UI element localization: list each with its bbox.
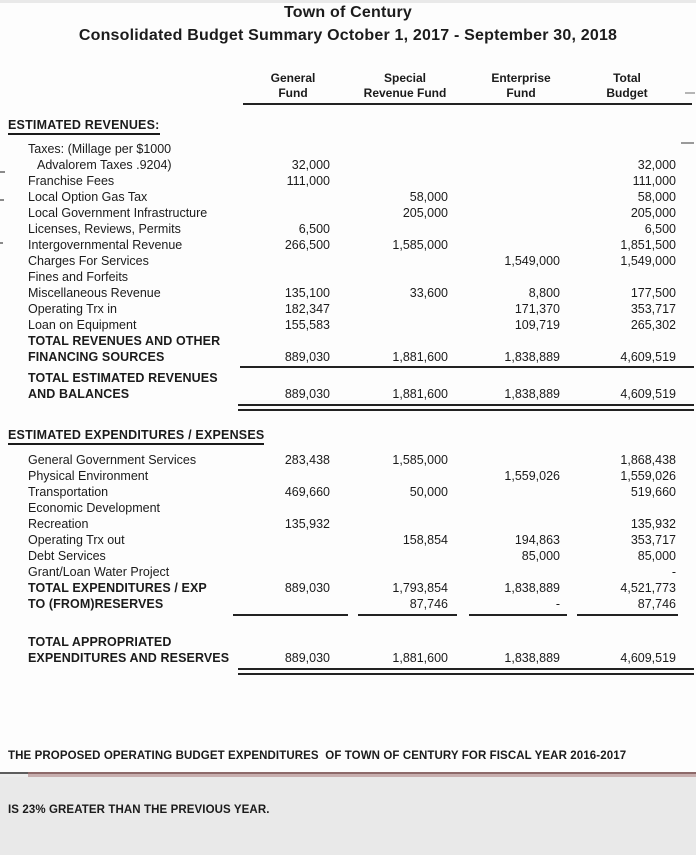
cell-general-fund: 6,500 <box>298 222 330 236</box>
cell-total-budget: 177,500 <box>630 286 676 300</box>
cell-general-fund: 32,000 <box>291 158 330 172</box>
table-row <box>0 253 696 269</box>
cell-general-fund <box>250 333 330 349</box>
cell-special-revenue-fund: 1,881,600 <box>392 350 448 364</box>
scanned-edge-fill <box>0 774 696 777</box>
cell-general-fund: 469,660 <box>284 485 330 499</box>
cell-special-revenue-fund: 33,600 <box>409 286 448 300</box>
column-header <box>253 71 333 101</box>
cell-total-budget: 1,851,500 <box>620 238 676 252</box>
cell-enterprise-fund <box>448 516 560 532</box>
revenues-heading <box>8 118 696 132</box>
cell-special-revenue-fund <box>330 269 448 285</box>
cell-total-budget: 265,302 <box>630 318 676 332</box>
cell-special-revenue-fund <box>330 221 448 237</box>
table-row <box>0 548 696 564</box>
page-title: Town of Century <box>283 4 413 21</box>
table-row <box>0 484 696 500</box>
cell-special-revenue-fund <box>330 516 448 532</box>
cell-total-budget: 4,609,519 <box>620 387 676 401</box>
underline-gap <box>567 614 577 616</box>
cell-general-fund: 135,932 <box>284 517 330 531</box>
cell-special-revenue-fund <box>330 468 448 484</box>
revenues-table <box>0 141 696 411</box>
cell-general-fund <box>250 141 330 157</box>
cell-total-budget: 1,559,026 <box>620 469 676 483</box>
scan-artifact <box>0 242 3 244</box>
row-label: TOTAL EXPENDITURES / EXP <box>28 581 207 595</box>
cell-special-revenue-fund: 1,881,600 <box>392 387 448 401</box>
row-label: FINANCING SOURCES <box>28 350 165 364</box>
cell-total-budget: 353,717 <box>630 302 676 316</box>
cell-enterprise-fund: 1,838,889 <box>504 350 560 364</box>
table-row <box>0 386 696 402</box>
row-label: Economic Development <box>28 501 161 515</box>
cell-general-fund <box>250 253 330 269</box>
cell-total-budget: 135,932 <box>630 517 676 531</box>
column-headers <box>0 71 696 101</box>
cell-enterprise-fund <box>448 189 560 205</box>
cell-special-revenue-fund: 1,793,854 <box>392 581 448 595</box>
cell-enterprise-fund <box>448 173 560 189</box>
row-label: TOTAL ESTIMATED REVENUES <box>28 371 218 385</box>
cell-special-revenue-fund: 50,000 <box>409 485 448 499</box>
row-label: Taxes: (Millage per $1000 <box>28 142 172 156</box>
table-row <box>0 468 696 484</box>
row-label: Recreation <box>28 517 89 531</box>
cell-total-budget <box>560 269 676 285</box>
cell-total-budget: 32,000 <box>637 158 676 172</box>
cell-total-budget <box>560 500 676 516</box>
cell-total-budget <box>560 141 676 157</box>
table-row <box>0 650 696 666</box>
table-row <box>0 452 696 468</box>
row-label: Local Government Infrastructure <box>28 206 208 220</box>
total-rule <box>240 366 694 368</box>
cell-total-budget: 85,000 <box>637 549 676 563</box>
cell-total-budget: 6,500 <box>644 222 676 236</box>
cell-general-fund <box>250 596 330 612</box>
table-row <box>0 333 696 349</box>
cell-enterprise-fund: 85,000 <box>521 549 560 563</box>
row-label: TO (FROM)RESERVES <box>28 597 164 611</box>
cell-total-budget: 87,746 <box>637 597 676 611</box>
cell-general-fund: 111,000 <box>286 174 330 188</box>
cell-enterprise-fund: 194,863 <box>514 533 560 547</box>
cell-special-revenue-fund <box>330 301 448 317</box>
cell-total-budget: 4,609,519 <box>620 350 676 364</box>
cell-general-fund: 889,030 <box>284 651 330 665</box>
cell-total-budget <box>560 333 676 349</box>
table-row <box>0 580 696 596</box>
table-row <box>0 370 696 386</box>
cell-enterprise-fund <box>448 370 560 386</box>
row-label: Advalorem Taxes .9204) <box>37 158 172 172</box>
cell-total-budget <box>560 370 676 386</box>
cell-enterprise-fund <box>448 484 560 500</box>
row-label: Operating Trx in <box>28 302 117 316</box>
cell-enterprise-fund: 1,559,026 <box>504 469 560 483</box>
cell-general-fund <box>250 564 330 580</box>
cell-special-revenue-fund <box>330 253 448 269</box>
cell-enterprise-fund <box>448 205 560 221</box>
column-header-line1: General <box>270 71 316 85</box>
table-row <box>0 221 696 237</box>
table-row <box>0 285 696 301</box>
row-label: TOTAL APPROPRIATED <box>28 635 172 649</box>
row-label: Intergovernmental Revenue <box>28 238 183 252</box>
cell-enterprise-fund: 1,838,889 <box>504 651 560 665</box>
scan-artifact <box>681 142 694 144</box>
scan-artifact <box>0 171 5 173</box>
cell-general-fund <box>250 189 330 205</box>
cell-total-budget: 1,868,438 <box>620 453 676 467</box>
table-row <box>0 317 696 333</box>
cell-general-fund <box>250 634 330 650</box>
cell-enterprise-fund <box>448 141 560 157</box>
row-label: Debt Services <box>28 549 106 563</box>
cell-enterprise-fund: 1,838,889 <box>504 387 560 401</box>
row-label: Grant/Loan Water Project <box>28 565 170 579</box>
cell-enterprise-fund <box>448 237 560 253</box>
cell-total-budget: 1,549,000 <box>620 254 676 268</box>
cell-special-revenue-fund: 1,585,000 <box>392 453 448 467</box>
table-row <box>0 596 696 612</box>
footnote-line-2: IS 23% GREATER THAN THE PREVIOUS YEAR. <box>8 804 270 816</box>
underline-segment <box>233 614 348 616</box>
row-label: Franchise Fees <box>28 174 115 188</box>
cell-enterprise-fund <box>448 452 560 468</box>
footnote <box>8 711 696 855</box>
cell-general-fund: 889,030 <box>284 387 330 401</box>
column-header-spacer <box>0 71 250 101</box>
page-subtitle: Consolidated Budget Summary October 1, 2017 - September 30, 2018 <box>78 27 618 44</box>
underline-gap <box>348 614 358 616</box>
cell-special-revenue-fund <box>330 634 448 650</box>
revenues-heading-text: ESTIMATED REVENUES: <box>8 118 160 135</box>
cell-total-budget: 111,000 <box>632 174 676 188</box>
row-label: General Government Services <box>28 453 197 467</box>
table-row <box>0 564 696 580</box>
cell-special-revenue-fund <box>330 173 448 189</box>
cell-special-revenue-fund <box>330 564 448 580</box>
cell-general-fund: 135,100 <box>284 286 330 300</box>
underline-segment <box>358 614 457 616</box>
row-label: Physical Environment <box>28 469 149 483</box>
row-label: Miscellaneous Revenue <box>28 286 161 300</box>
cell-total-budget <box>560 634 676 650</box>
column-header-line1: Enterprise <box>491 71 551 85</box>
cell-enterprise-fund <box>448 500 560 516</box>
underline-segment <box>577 614 678 616</box>
cell-general-fund <box>250 500 330 516</box>
table-row <box>0 189 696 205</box>
cell-enterprise-fund: 8,800 <box>528 286 560 300</box>
cell-special-revenue-fund <box>330 333 448 349</box>
cell-enterprise-fund: 171,370 <box>514 302 560 316</box>
row-label: EXPENDITURES AND RESERVES <box>28 651 230 665</box>
column-header-line1: Special <box>383 71 427 85</box>
cell-enterprise-fund <box>448 333 560 349</box>
underline-gap <box>457 614 469 616</box>
row-label: TOTAL REVENUES AND OTHER <box>28 334 221 348</box>
table-row <box>0 269 696 285</box>
table-row <box>0 173 696 189</box>
cell-general-fund <box>250 468 330 484</box>
column-header-line2: Budget <box>606 86 648 100</box>
total-double-rule <box>238 404 694 411</box>
cell-total-budget: 205,000 <box>630 206 676 220</box>
cell-special-revenue-fund <box>330 317 448 333</box>
cell-general-fund: 155,583 <box>284 318 330 332</box>
row-label: Charges For Services <box>28 254 149 268</box>
column-header <box>346 71 464 101</box>
cell-special-revenue-fund <box>330 548 448 564</box>
cell-general-fund <box>250 205 330 221</box>
underline-segment <box>469 614 567 616</box>
cell-general-fund: 283,438 <box>284 453 330 467</box>
cell-general-fund: 889,030 <box>284 581 330 595</box>
cell-total-budget: 58,000 <box>637 190 676 204</box>
cell-total-budget: 4,609,519 <box>620 651 676 665</box>
cell-special-revenue-fund <box>330 500 448 516</box>
cell-general-fund: 266,500 <box>284 238 330 252</box>
cell-general-fund <box>250 370 330 386</box>
scan-artifact <box>0 199 4 201</box>
footnote-line-1: THE PROPOSED OPERATING BUDGET EXPENDITURES OF TOWN OF CENTURY FOR FISCAL YEAR 2016-2017 <box>8 750 627 762</box>
expenditures-table <box>0 452 696 675</box>
table-row <box>0 157 696 173</box>
cell-total-budget: 519,660 <box>630 485 676 499</box>
cell-enterprise-fund <box>448 157 560 173</box>
cell-enterprise-fund: 1,549,000 <box>504 254 560 268</box>
cell-total-budget: 4,521,773 <box>620 581 676 595</box>
cell-special-revenue-fund <box>330 141 448 157</box>
cell-enterprise-fund: 109,719 <box>514 318 560 332</box>
row-label: Local Option Gas Tax <box>28 190 148 204</box>
row-label: Transportation <box>28 485 109 499</box>
cell-special-revenue-fund <box>330 157 448 173</box>
cell-enterprise-fund: - <box>555 597 560 611</box>
column-header <box>465 71 577 101</box>
table-row <box>0 500 696 516</box>
table-row <box>0 634 696 650</box>
scanned-page-edge <box>0 771 696 777</box>
cell-general-fund <box>250 532 330 548</box>
scan-artifact <box>685 92 695 94</box>
expenditures-heading-text: ESTIMATED EXPENDITURES / EXPENSES <box>8 428 264 445</box>
column-header-line2: Fund <box>506 86 536 100</box>
table-row <box>0 516 696 532</box>
table-row <box>0 205 696 221</box>
row-label: Licenses, Reviews, Permits <box>28 222 181 236</box>
cell-general-fund <box>250 269 330 285</box>
cell-special-revenue-fund: 158,854 <box>402 533 448 547</box>
cell-special-revenue-fund <box>330 370 448 386</box>
cell-special-revenue-fund: 1,881,600 <box>392 651 448 665</box>
table-row <box>0 301 696 317</box>
cell-total-budget: 353,717 <box>630 533 676 547</box>
row-label: Operating Trx out <box>28 533 125 547</box>
document-page <box>0 3 696 816</box>
row-label: AND BALANCES <box>28 387 130 401</box>
row-label: Fines and Forfeits <box>28 270 129 284</box>
cell-general-fund <box>250 548 330 564</box>
cell-special-revenue-fund: 87,746 <box>409 597 448 611</box>
cell-total-budget: - <box>671 565 676 579</box>
column-header-line2: Fund <box>278 86 308 100</box>
cell-special-revenue-fund: 205,000 <box>402 206 448 220</box>
row-label: Loan on Equipment <box>28 318 137 332</box>
cell-enterprise-fund <box>448 221 560 237</box>
column-header <box>569 71 685 101</box>
cell-enterprise-fund <box>448 564 560 580</box>
cell-enterprise-fund <box>448 269 560 285</box>
column-header-line2: Revenue Fund <box>363 86 447 100</box>
column-header-line1: Total <box>613 71 641 85</box>
table-row <box>0 532 696 548</box>
cell-general-fund: 182,347 <box>284 302 330 316</box>
cell-special-revenue-fund: 1,585,000 <box>392 238 448 252</box>
column-headers-underline <box>243 103 692 105</box>
cell-enterprise-fund: 1,838,889 <box>504 581 560 595</box>
cell-general-fund: 889,030 <box>284 350 330 364</box>
cell-enterprise-fund <box>448 634 560 650</box>
column-underline-segments <box>233 614 678 616</box>
table-row <box>0 349 696 365</box>
expenditures-heading <box>8 428 696 442</box>
cell-special-revenue-fund: 58,000 <box>409 190 448 204</box>
table-row <box>0 237 696 253</box>
table-row <box>0 141 696 157</box>
total-double-rule <box>238 668 694 675</box>
